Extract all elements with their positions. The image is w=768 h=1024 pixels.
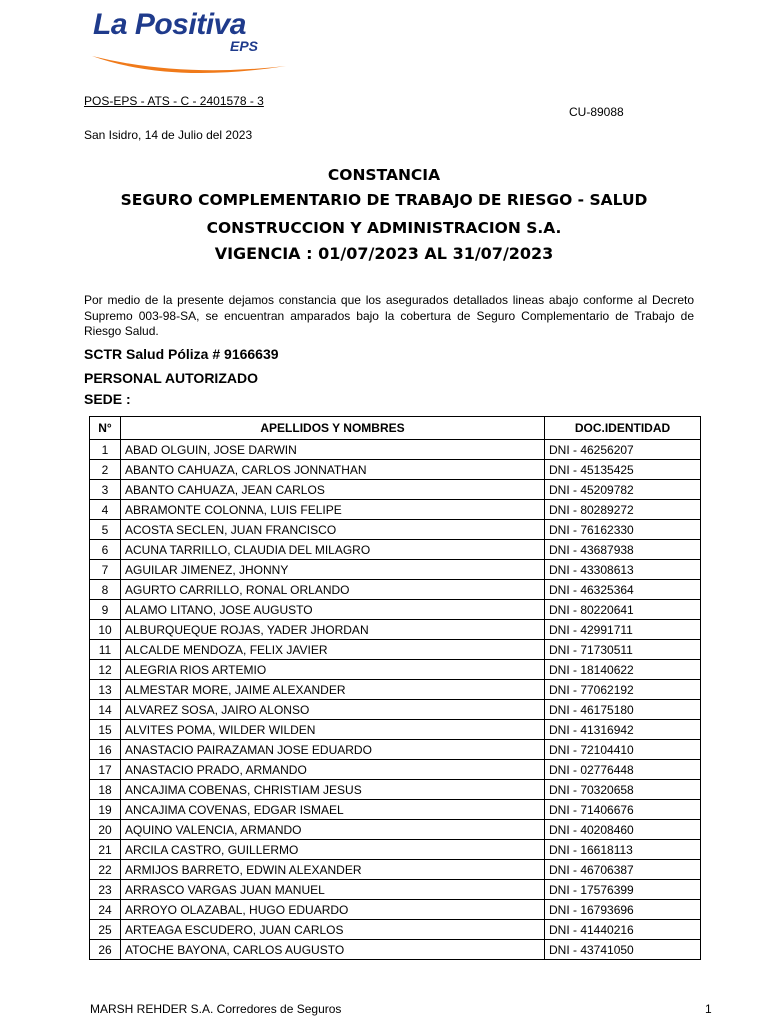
table-row	[90, 520, 701, 540]
table-header-row	[90, 417, 701, 440]
row-name: ABANTO CAHUAZA, JEAN CARLOS	[121, 480, 545, 500]
row-document: DNI - 02776448	[545, 760, 701, 780]
table-row	[90, 800, 701, 820]
row-document: DNI - 46175180	[545, 700, 701, 720]
row-number: 7	[90, 560, 121, 580]
row-name: ALBURQUEQUE ROJAS, YADER JHORDAN	[121, 620, 545, 640]
row-name: ANASTACIO PAIRAZAMAN JOSE EDUARDO	[121, 740, 545, 760]
row-document: DNI - 45135425	[545, 460, 701, 480]
row-document: DNI - 16793696	[545, 900, 701, 920]
row-name: ANCAJIMA COVENAS, EDGAR ISMAEL	[121, 800, 545, 820]
row-name: AQUINO VALENCIA, ARMANDO	[121, 820, 545, 840]
table-row	[90, 560, 701, 580]
table-row	[90, 640, 701, 660]
row-name: ANASTACIO PRADO, ARMANDO	[121, 760, 545, 780]
row-name: AGURTO CARRILLO, RONAL ORLANDO	[121, 580, 545, 600]
title-constancia: CONSTANCIA	[327, 166, 441, 184]
row-document: DNI - 46256207	[545, 440, 701, 460]
title-insurance-type: SEGURO COMPLEMENTARIO DE TRABAJO DE RIESGO - SALUD	[120, 191, 648, 209]
row-document: DNI - 72104410	[545, 740, 701, 760]
row-document: DNI - 71406676	[545, 800, 701, 820]
logo-swoosh-icon	[90, 52, 290, 86]
table-body	[90, 440, 701, 960]
row-name: ABANTO CAHUAZA, CARLOS JONNATHAN	[121, 460, 545, 480]
row-number: 1	[90, 440, 121, 460]
row-document: DNI - 46706387	[545, 860, 701, 880]
row-document: DNI - 70320658	[545, 780, 701, 800]
header-number: N°	[90, 417, 121, 440]
row-document: DNI - 46325364	[545, 580, 701, 600]
table-row	[90, 680, 701, 700]
row-name: ALVAREZ SOSA, JAIRO ALONSO	[121, 700, 545, 720]
table-row	[90, 940, 701, 960]
table-row	[90, 580, 701, 600]
row-name: ARCILA CASTRO, GUILLERMO	[121, 840, 545, 860]
site-label: SEDE :	[84, 391, 131, 407]
row-number: 21	[90, 840, 121, 860]
row-number: 14	[90, 700, 121, 720]
table-row	[90, 880, 701, 900]
row-name: AGUILAR JIMENEZ, JHONNY	[121, 560, 545, 580]
intro-paragraph: Por medio de la presente dejamos constancia que los asegurados detallados lineas abajo conforme al Decreto Supremo 003-98-SA, se encuentran amparados bajo la cobertura de Seguro Complementario de Trabajo de Riesgo Salud.	[84, 293, 694, 338]
row-document: DNI - 40208460	[545, 820, 701, 840]
table-row	[90, 440, 701, 460]
row-document: DNI - 45209782	[545, 480, 701, 500]
row-document: DNI - 42991711	[545, 620, 701, 640]
row-number: 26	[90, 940, 121, 960]
row-number: 10	[90, 620, 121, 640]
insured-table	[89, 416, 701, 960]
personnel-label: PERSONAL AUTORIZADO	[84, 370, 258, 386]
row-name: ARTEAGA ESCUDERO, JUAN CARLOS	[121, 920, 545, 940]
row-number: 16	[90, 740, 121, 760]
table-row	[90, 780, 701, 800]
row-name: ALAMO LITANO, JOSE AUGUSTO	[121, 600, 545, 620]
table-row	[90, 540, 701, 560]
row-number: 11	[90, 640, 121, 660]
table-row	[90, 480, 701, 500]
table-row	[90, 720, 701, 740]
cu-code: CU-89088	[569, 105, 624, 119]
row-name: ARRASCO VARGAS JUAN MANUEL	[121, 880, 545, 900]
row-document: DNI - 77062192	[545, 680, 701, 700]
date-line: San Isidro, 14 de Julio del 2023	[84, 128, 253, 142]
row-number: 20	[90, 820, 121, 840]
row-name: ALCALDE MENDOZA, FELIX JAVIER	[121, 640, 545, 660]
header-document: DOC.IDENTIDAD	[545, 417, 701, 440]
row-number: 18	[90, 780, 121, 800]
row-number: 2	[90, 460, 121, 480]
row-number: 17	[90, 760, 121, 780]
row-number: 4	[90, 500, 121, 520]
row-document: DNI - 17576399	[545, 880, 701, 900]
table-row	[90, 920, 701, 940]
table-row	[90, 600, 701, 620]
row-name: ARMIJOS BARRETO, EDWIN ALEXANDER	[121, 860, 545, 880]
row-name: ALVITES POMA, WILDER WILDEN	[121, 720, 545, 740]
row-number: 23	[90, 880, 121, 900]
row-name: ARROYO OLAZABAL, HUGO EDUARDO	[121, 900, 545, 920]
row-number: 19	[90, 800, 121, 820]
row-number: 8	[90, 580, 121, 600]
table-row	[90, 740, 701, 760]
row-document: DNI - 41440216	[545, 920, 701, 940]
logo-brand-text: La Positiva	[93, 8, 246, 41]
page-number: 1	[705, 1002, 712, 1016]
row-number: 3	[90, 480, 121, 500]
table-row	[90, 700, 701, 720]
table-row	[90, 840, 701, 860]
document-reference: POS-EPS - ATS - C - 2401578 - 3	[84, 94, 264, 108]
row-document: DNI - 16618113	[545, 840, 701, 860]
row-document: DNI - 18140622	[545, 660, 701, 680]
table-row	[90, 500, 701, 520]
table-row	[90, 760, 701, 780]
row-name: ACOSTA SECLEN, JUAN FRANCISCO	[121, 520, 545, 540]
row-name: ALEGRIA RIOS ARTEMIO	[121, 660, 545, 680]
row-name: ABAD OLGUIN, JOSE DARWIN	[121, 440, 545, 460]
logo-eps-text: EPS	[230, 38, 259, 54]
table-row	[90, 820, 701, 840]
row-number: 24	[90, 900, 121, 920]
company-logo	[90, 8, 290, 84]
title-validity: VIGENCIA : 01/07/2023 AL 31/07/2023	[214, 244, 554, 263]
row-document: DNI - 80220641	[545, 600, 701, 620]
row-name: ABRAMONTE COLONNA, LUIS FELIPE	[121, 500, 545, 520]
row-number: 12	[90, 660, 121, 680]
row-document: DNI - 41316942	[545, 720, 701, 740]
row-document: DNI - 43308613	[545, 560, 701, 580]
policy-label: SCTR Salud Póliza # 9166639	[84, 346, 279, 362]
row-name: ANCAJIMA COBENAS, CHRISTIAM JESUS	[121, 780, 545, 800]
table-row	[90, 860, 701, 880]
row-document: DNI - 76162330	[545, 520, 701, 540]
title-company: CONSTRUCCION Y ADMINISTRACION S.A.	[206, 219, 562, 237]
row-number: 9	[90, 600, 121, 620]
row-name: ACUNA TARRILLO, CLAUDIA DEL MILAGRO	[121, 540, 545, 560]
header-names: APELLIDOS Y NOMBRES	[121, 417, 545, 440]
row-number: 5	[90, 520, 121, 540]
footer-company: MARSH REHDER S.A. Corredores de Seguros	[90, 1002, 342, 1016]
table-row	[90, 660, 701, 680]
row-number: 6	[90, 540, 121, 560]
row-name: ATOCHE BAYONA, CARLOS AUGUSTO	[121, 940, 545, 960]
table-row	[90, 460, 701, 480]
row-number: 25	[90, 920, 121, 940]
row-number: 15	[90, 720, 121, 740]
row-document: DNI - 43687938	[545, 540, 701, 560]
table-row	[90, 900, 701, 920]
row-document: DNI - 80289272	[545, 500, 701, 520]
row-number: 13	[90, 680, 121, 700]
row-document: DNI - 43741050	[545, 940, 701, 960]
table-row	[90, 620, 701, 640]
row-document: DNI - 71730511	[545, 640, 701, 660]
row-number: 22	[90, 860, 121, 880]
row-name: ALMESTAR MORE, JAIME ALEXANDER	[121, 680, 545, 700]
